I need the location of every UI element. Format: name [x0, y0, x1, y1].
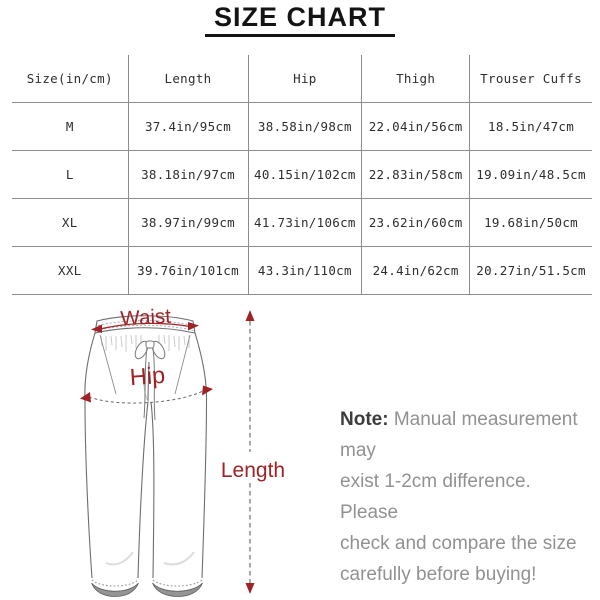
- page-header: [0, 0, 600, 37]
- hip-label: Hip: [128, 361, 166, 391]
- column-header-size: Size(in/cm): [12, 55, 128, 103]
- thigh-cell: 22.04in/56cm: [362, 103, 470, 151]
- column-header-hip: Hip: [248, 55, 362, 103]
- table-row-l: [12, 151, 592, 199]
- length-cell: 39.76in/101cm: [128, 247, 248, 295]
- note-line: check and compare the size: [340, 533, 577, 554]
- cuffs-cell: 20.27in/51.5cm: [470, 247, 592, 295]
- waist-label: Waist: [119, 304, 172, 331]
- length-cell: 38.97in/99cm: [128, 199, 248, 247]
- table-row-xl: [12, 199, 592, 247]
- note-label: Note:: [340, 409, 389, 430]
- length-label: Length: [220, 459, 286, 482]
- cuff-left: [92, 580, 139, 597]
- measurement-note: [340, 404, 592, 590]
- note-line: exist 1-2cm difference. Please: [340, 471, 531, 523]
- length-cell: 38.18in/97cm: [128, 151, 248, 199]
- cuffs-cell: 19.68in/50cm: [470, 199, 592, 247]
- column-header-trouser-cuffs: Trouser Cuffs: [470, 55, 592, 103]
- cuff-right: [153, 580, 203, 597]
- thigh-cell: 23.62in/60cm: [362, 199, 470, 247]
- column-header-length: Length: [128, 55, 248, 103]
- hip-cell: 40.15in/102cm: [248, 151, 362, 199]
- cuffs-cell: 18.5in/47cm: [470, 103, 592, 151]
- cuffs-cell: 19.09in/48.5cm: [470, 151, 592, 199]
- length-arrow: [246, 310, 255, 594]
- column-header-thigh: Thigh: [362, 55, 470, 103]
- note-text: Manual measurement may: [340, 409, 578, 461]
- note-line: carefully before buying!: [340, 564, 537, 585]
- size-cell: M: [12, 103, 128, 151]
- size-cell: L: [12, 151, 128, 199]
- thigh-cell: 24.4in/62cm: [362, 247, 470, 295]
- note-line: [340, 404, 592, 466]
- length-cell: 37.4in/95cm: [128, 103, 248, 151]
- table-row-m: [12, 103, 592, 151]
- size-table: [12, 55, 592, 295]
- size-cell: XXL: [12, 247, 128, 295]
- size-cell: XL: [12, 199, 128, 247]
- hip-cell: 43.3in/110cm: [248, 247, 362, 295]
- pants-measurement-diagram: [45, 300, 300, 600]
- page-title: SIZE CHART: [205, 2, 395, 37]
- hip-cell: 38.58in/98cm: [248, 103, 362, 151]
- hip-cell: 41.73in/106cm: [248, 199, 362, 247]
- size-table-container: [12, 55, 592, 295]
- table-row-xxl: [12, 247, 592, 295]
- table-header-row: [12, 55, 592, 103]
- thigh-cell: 22.83in/58cm: [362, 151, 470, 199]
